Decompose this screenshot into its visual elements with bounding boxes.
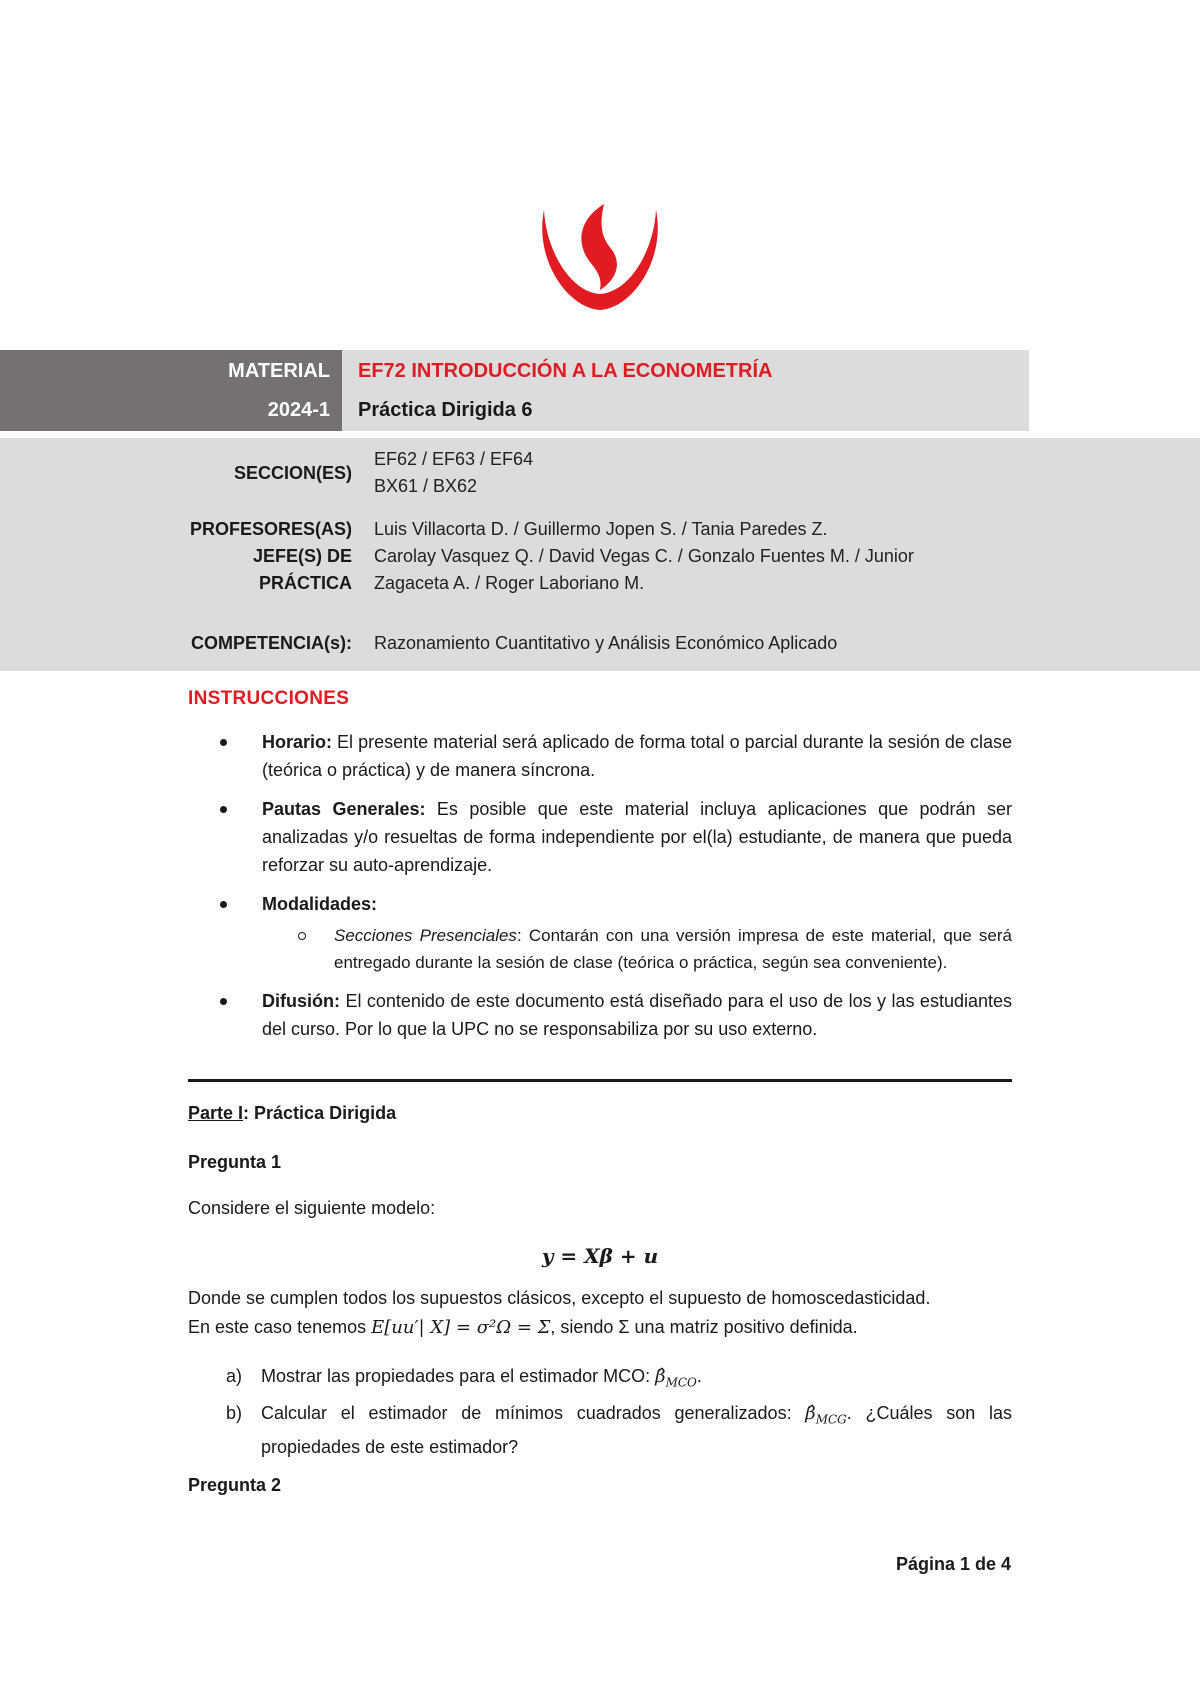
donde-text-a: En este caso tenemos (188, 1317, 372, 1337)
donde-paragraph (188, 1284, 1012, 1342)
circle-bullet-icon (298, 932, 306, 940)
donde-text-b: , siendo Σ una matriz positivo definida. (550, 1317, 858, 1337)
profesores-value (374, 516, 994, 597)
profesores-label-3: PRÁCTICA (259, 573, 352, 593)
list-item (188, 795, 1012, 879)
course-info-panel (0, 438, 1200, 671)
instrucciones-list (188, 728, 1012, 1054)
bullet-icon (220, 806, 227, 813)
difusion-text: El contenido de este documento está diseñado para el uso de los y las estudiantes del curso. Por lo que la UPC no se responsabiliza por su uso externo. (262, 991, 1012, 1039)
list-item (188, 1399, 1012, 1462)
item-a-sub: MCO (665, 1375, 697, 1390)
header-label-panel (0, 350, 342, 431)
item-b-label: b) (226, 1402, 243, 1423)
sub-list-item (188, 922, 1012, 976)
item-b-text: Calcular el estimador de mínimos cuadrados generalizados: (261, 1402, 806, 1423)
course-title: EF72 INTRODUCCIÓN A LA ECONOMETRÍA (358, 360, 773, 382)
parte-heading (188, 1103, 1012, 1124)
pautas-text: Es posible que este material incluya aplicaciones que podrán ser analizadas y/o resueltas de forma independiente por el(la) estudiante, de manera que pueda reforzar su auto-aprendizaje. (262, 799, 1012, 875)
instrucciones-heading: INSTRUCCIONES (188, 688, 350, 709)
item-a-text: Mostrar las propiedades para el estimador MCO: (261, 1366, 656, 1386)
item-b-text-2: . ¿Cuáles son las propiedades de este estimador? (261, 1402, 1012, 1458)
pregunta-2-heading: Pregunta 2 (188, 1475, 282, 1495)
item-a-period: . (696, 1366, 702, 1386)
section-divider (188, 1079, 1012, 1082)
bullet-icon (220, 739, 227, 746)
pregunta-1-heading: Pregunta 1 (188, 1152, 282, 1172)
material-label: MATERIAL (228, 360, 330, 382)
profesores-line-1: Luis Villacorta D. / Guillermo Jopen S. / Tania Paredes Z. (374, 519, 828, 539)
bullet-icon (220, 901, 227, 908)
parte-label: Parte I (188, 1103, 244, 1123)
competencia-label: COMPETENCIA(s): (191, 633, 352, 653)
model-equation: y = Xβ + u (541, 1244, 659, 1268)
item-a-math: β̂ (655, 1366, 666, 1387)
document-title: Práctica Dirigida 6 (358, 399, 533, 421)
secciones-line-2: BX61 / BX62 (374, 476, 478, 496)
profesores-label-2: JEFE(S) DE (252, 546, 352, 566)
item-b-math: β̂ (805, 1402, 816, 1424)
item-b-sub: MCG (815, 1412, 847, 1427)
competencia-value: Razonamiento Cuantitativo y Análisis Económico Aplicado (374, 633, 838, 653)
difusion-label: Difusión: (262, 991, 340, 1011)
secciones-presenciales-label: Secciones Presenciales (334, 926, 517, 945)
list-item (188, 1362, 1012, 1397)
secciones-line-1: EF62 / EF63 / EF64 (374, 449, 534, 469)
profesores-label (190, 516, 352, 597)
list-item (188, 890, 1012, 976)
upc-logo-icon (538, 200, 662, 312)
secciones-value (374, 446, 994, 500)
secciones-label: SECCION(ES) (233, 463, 352, 483)
considere-text: Considere el siguiente modelo: (188, 1198, 436, 1218)
term-label: 2024-1 (267, 399, 330, 421)
profesores-line-3: Zagaceta A. / Roger Laboriano M. (374, 573, 645, 593)
header-value-panel (342, 350, 1029, 431)
horario-text: El presente material será aplicado de forma total o parcial durante la sesión de clase (teórica o práctica) y de manera síncrona. (262, 732, 1012, 780)
donde-math: E[uu′| X] = σ²Ω = Σ (371, 1317, 551, 1338)
pregunta-1-items (188, 1362, 1012, 1463)
pautas-label: Pautas Generales: (262, 799, 426, 819)
modalidades-label: Modalidades: (262, 894, 378, 914)
list-item (188, 728, 1012, 784)
page-number: Página 1 de 4 (895, 1554, 1011, 1574)
secciones-presenciales-text: : Contarán con una versión impresa de este material, que será entregado durante la sesión de clase (teórica o práctica, según sea conveniente). (334, 926, 1012, 972)
donde-line-2 (188, 1313, 1012, 1342)
bullet-icon (220, 998, 227, 1005)
horario-label: Horario: (262, 732, 333, 752)
parte-title: : Práctica Dirigida (243, 1103, 397, 1123)
profesores-label-1: PROFESORES(AS) (189, 519, 352, 539)
donde-line-1: Donde se cumplen todos los supuestos clásicos, excepto el supuesto de homoscedasticidad. (188, 1288, 931, 1308)
profesores-line-2: Carolay Vasquez Q. / David Vegas C. / Gonzalo Fuentes M. / Junior (374, 546, 914, 566)
item-a-label: a) (226, 1366, 243, 1386)
list-item (188, 987, 1012, 1043)
